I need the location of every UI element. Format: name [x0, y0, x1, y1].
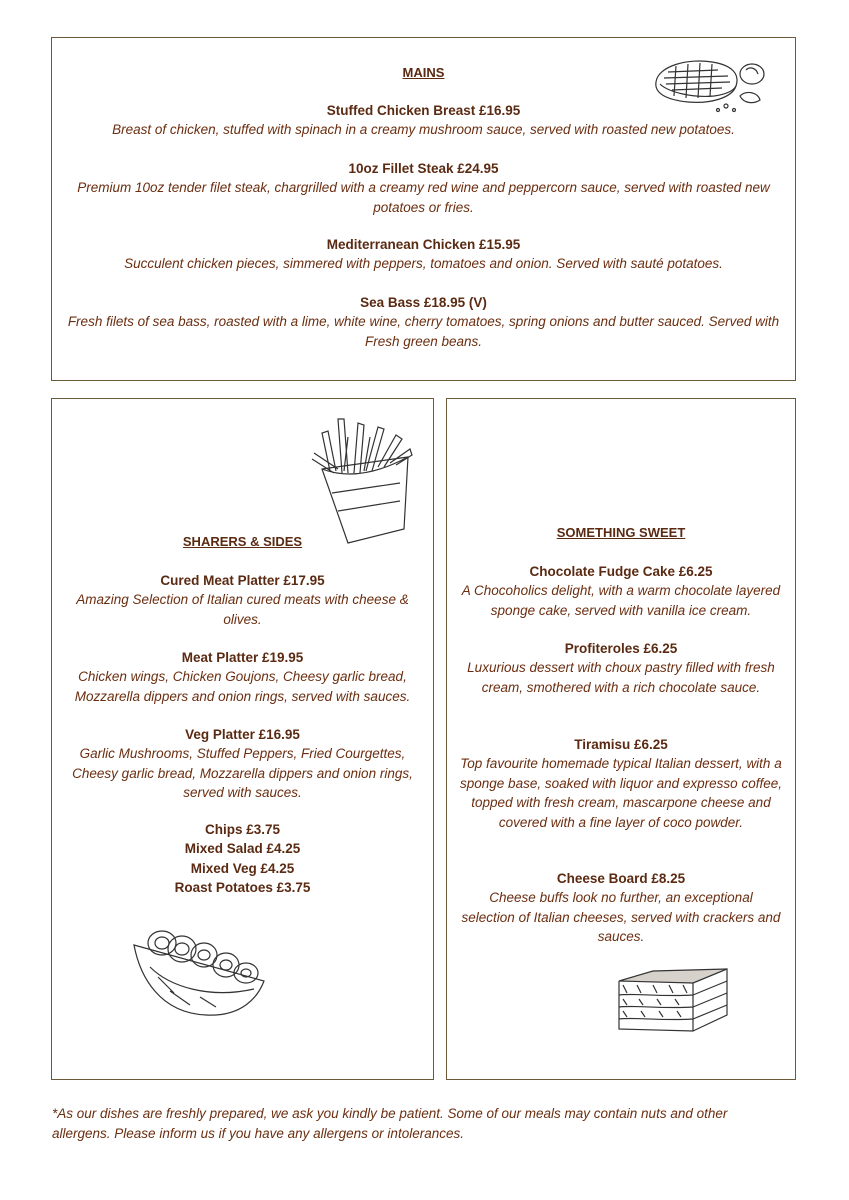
item-description: A Chocoholics delight, with a warm chocolate layered sponge cake, served with vanilla ice cream.: [461, 583, 781, 618]
item-description: Cheese buffs look no further, an exceptional selection of Italian cheeses, served with crackers and sauces.: [461, 890, 781, 944]
item-description: Top favourite homemade typical Italian dessert, with a sponge base, soaked with liquor and expresso coffee, topped with fresh cream, mascarpone cheese and covered with a fine layer of coco powder.: [460, 756, 782, 830]
menu-item: [52, 725, 433, 803]
menu-item: [52, 648, 433, 706]
item-title: Sea Bass £18.95 (V): [360, 295, 487, 310]
item-title: Cheese Board £8.25: [556, 871, 686, 886]
item-description: Luxurious dessert with choux pastry filled with fresh cream, smothered with a rich chocolate sauce.: [467, 660, 775, 695]
item-title: Cured Meat Platter £17.95: [160, 573, 325, 588]
sides-list: [52, 820, 433, 897]
allergen-note: [52, 1104, 797, 1144]
menu-item: [447, 869, 795, 947]
steak-sketch-icon: [648, 52, 776, 116]
item-description: Amazing Selection of Italian cured meats with cheese & olives.: [76, 592, 409, 627]
item-title: Tiramisu £6.25: [574, 737, 668, 752]
side-item: Mixed Salad £4.25: [184, 841, 301, 857]
allergen-note-line: allergens. Please inform us if you have any allergens or intolerances.: [52, 1126, 464, 1141]
something-sweet-section: [446, 398, 796, 1080]
side-item: Mixed Veg £4.25: [190, 860, 295, 876]
item-title: Mediterranean Chicken £15.95: [326, 237, 521, 252]
menu-item: [52, 235, 795, 274]
item-title: 10oz Fillet Steak £24.95: [348, 161, 499, 176]
item-title: Meat Platter £19.95: [181, 650, 304, 665]
menu-item: [447, 562, 795, 620]
item-description: Garlic Mushrooms, Stuffed Peppers, Fried Courgettes, Cheesy garlic bread, Mozzarella dippers and onion rings, served with sauces.: [72, 746, 413, 800]
item-description: Chicken wings, Chicken Goujons, Cheesy garlic bread, Mozzarella dippers and onion rings, served with sauces.: [74, 669, 411, 704]
side-item: Roast Potatoes £3.75: [174, 879, 311, 895]
item-description: Breast of chicken, stuffed with spinach in a creamy mushroom sauce, served with roasted new potatoes.: [112, 122, 735, 137]
item-description: Premium 10oz tender filet steak, chargrilled with a creamy red wine and peppercorn sauce, served with roasted new potatoes or fries.: [77, 180, 770, 215]
item-title: Chocolate Fudge Cake £6.25: [529, 564, 713, 579]
menu-item: [52, 571, 433, 629]
item-description: Fresh filets of sea bass, roasted with a lime, white wine, cherry tomatoes, spring onions and butter sauced. Served with Fresh green beans.: [67, 314, 780, 349]
item-title: Veg Platter £16.95: [185, 727, 300, 742]
side-item: Chips £3.75: [204, 822, 281, 837]
menu-item: [447, 735, 795, 832]
fries-sketch-icon: [308, 413, 418, 548]
item-description: Succulent chicken pieces, simmered with peppers, tomatoes and onion. Served with sauté potatoes.: [124, 256, 723, 271]
mains-section: [51, 37, 796, 381]
tiramisu-sketch-icon: [613, 959, 733, 1037]
menu-item: [447, 639, 795, 697]
mains-heading: MAINS: [402, 65, 445, 80]
allergen-note-line: *As our dishes are freshly prepared, we ask you kindly be patient. Some of our meals may contain nuts and other: [52, 1106, 728, 1121]
sweet-heading: SOMETHING SWEET: [556, 525, 686, 540]
item-title: Profiteroles £6.25: [564, 641, 678, 656]
sharers-sides-section: [51, 398, 434, 1080]
onion-rings-sketch-icon: [130, 927, 280, 1019]
menu-item: [52, 159, 795, 217]
sharers-heading: SHARERS & SIDES: [182, 534, 303, 549]
item-title: Stuffed Chicken Breast £16.95: [326, 103, 521, 118]
menu-item: [52, 293, 795, 351]
